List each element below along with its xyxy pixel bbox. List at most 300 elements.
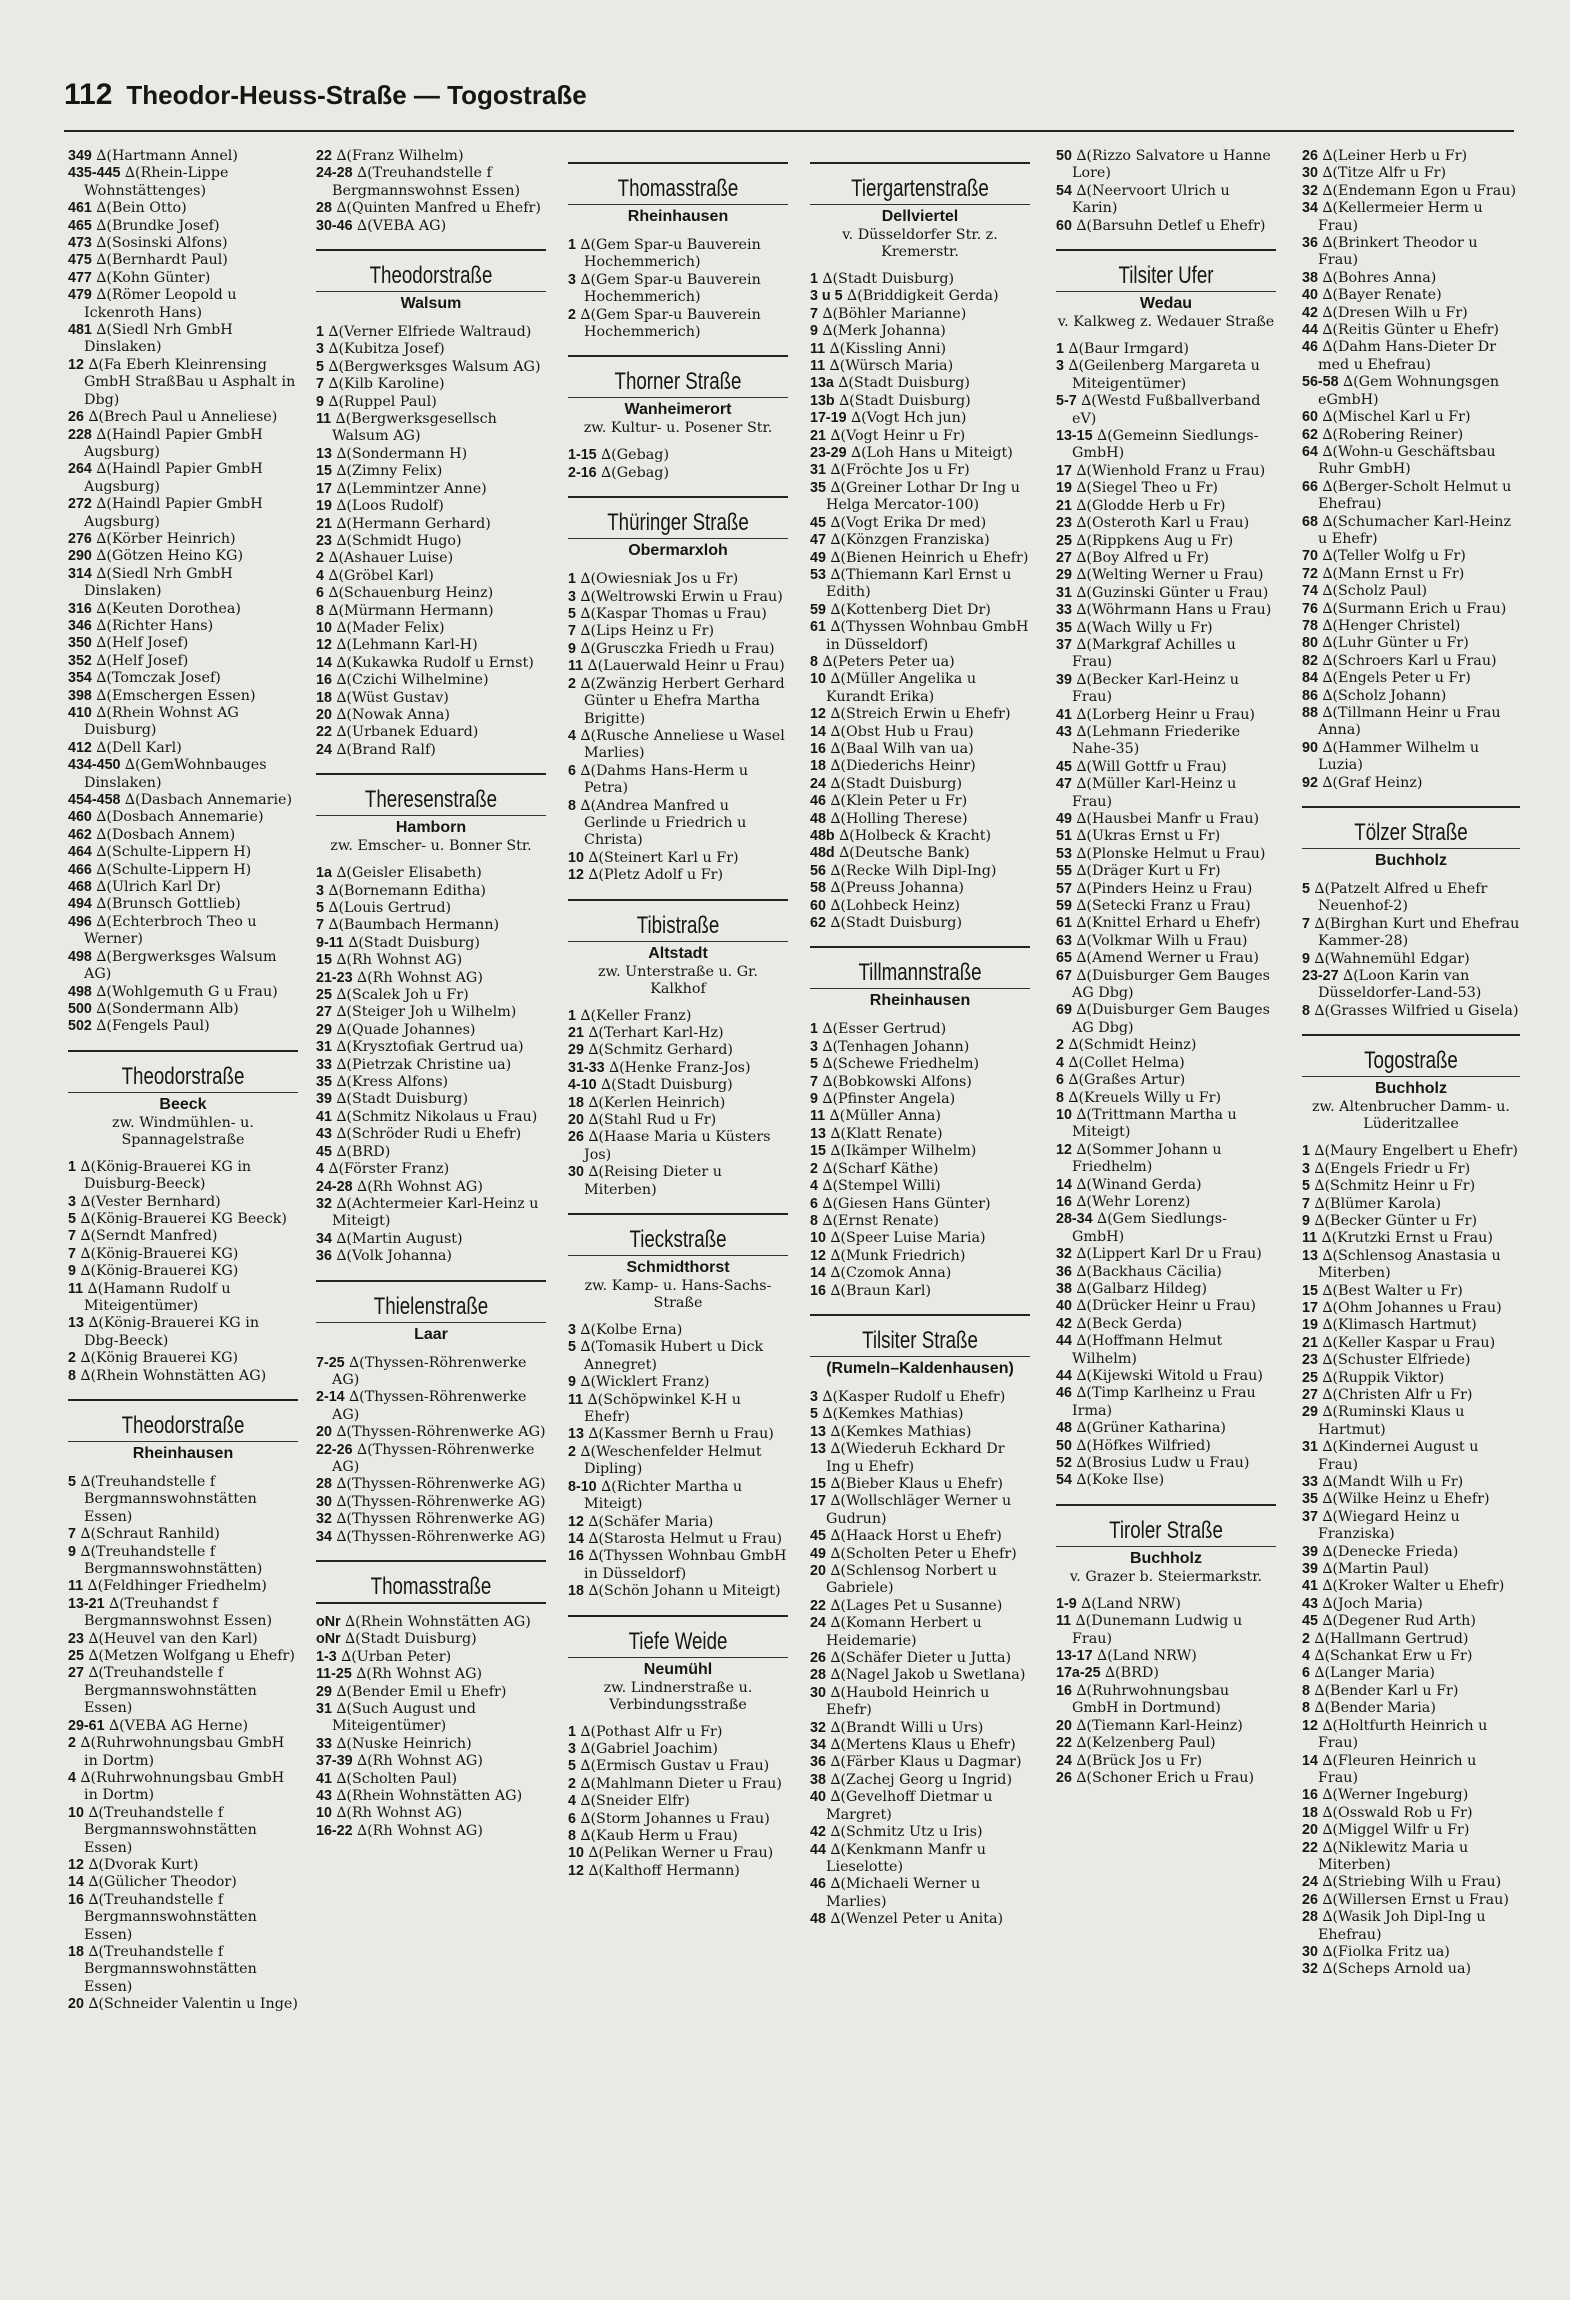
owner-text: ∆(Baumbach Hermann): [328, 917, 500, 934]
house-number: 1-3: [316, 1648, 337, 1665]
house-number: 11: [1302, 1230, 1318, 1247]
house-number: 46: [1056, 1385, 1072, 1402]
owner-text: ∆(Brosius Ludw u Frau): [1076, 1455, 1250, 1472]
directory-entry: [810, 445, 1030, 462]
owner-text: ∆(Rh Wohnst AG): [357, 1822, 483, 1839]
house-number: 10: [568, 849, 584, 866]
owner-text: ∆(Owiesniak Jos u Fr): [580, 571, 739, 588]
owner-text: ∆(Lorberg Heinr u Frau): [1076, 706, 1255, 723]
directory-entry: [1056, 515, 1276, 532]
house-number: 31: [316, 1039, 332, 1056]
owner-text: ∆(Thyssen-Röhrenwerke AG): [332, 1389, 527, 1423]
directory-entry: [68, 1526, 298, 1543]
street-title: Tillmannstraße: [858, 959, 982, 987]
district-name: Walsum: [316, 291, 546, 314]
house-number: 31: [810, 462, 826, 479]
owner-text: ∆(Koke Ilse): [1076, 1472, 1165, 1489]
section-divider: [568, 899, 788, 901]
house-number: 8: [810, 653, 818, 670]
house-number: 70: [1302, 548, 1318, 565]
owner-text: ∆(Endemann Egon u Frau): [1322, 182, 1517, 199]
directory-entry: [1302, 305, 1520, 322]
directory-entry: [68, 809, 298, 826]
house-number: 62: [810, 915, 826, 932]
house-number: 6: [568, 762, 576, 779]
owner-text: ∆(Neervoort Ulrich u Karin): [1072, 182, 1230, 217]
owner-text: ∆(Gülicher Theodor): [88, 1874, 237, 1891]
owner-text: ∆(Färber Klaus u Dagmar): [830, 1754, 1022, 1771]
directory-entry: [1302, 374, 1520, 409]
owner-text: ∆(Krysztofiak Gertrud ua): [336, 1039, 524, 1056]
owner-text: ∆(Wiegard Heinz u Franziska): [1318, 1508, 1460, 1543]
owner-text: ∆(Rhein Wohnstätten AG): [336, 1788, 523, 1805]
house-number: 34: [810, 1737, 826, 1754]
directory-entry: [316, 1494, 546, 1511]
owner-text: ∆(Kenkmann Manfr u Lieselotte): [826, 1841, 986, 1875]
directory-entry: [1302, 1961, 1520, 1978]
directory-entry: [316, 533, 546, 550]
directory-entry: [810, 898, 1030, 915]
owner-text: ∆(Stadt Duisburg): [830, 915, 963, 932]
directory-entry: [316, 1389, 546, 1424]
directory-entry: [68, 1665, 298, 1717]
owner-text: ∆(Kijewski Witold u Frau): [1076, 1368, 1263, 1384]
directory-entry: [316, 1091, 546, 1108]
house-number: 7: [68, 1228, 76, 1245]
house-number: 27: [316, 1004, 332, 1021]
owner-text: ∆(Andrea Manfred u Gerlinde u Friedrich u Christa): [580, 797, 747, 849]
directory-entry: [68, 635, 298, 652]
owner-text: ∆(Wüst Gustav): [336, 689, 449, 706]
house-number: 42: [1056, 1315, 1072, 1332]
directory-entry: [68, 914, 298, 949]
house-number: 1: [568, 1723, 576, 1740]
directory-entry: [316, 1823, 546, 1840]
owner-text: ∆(Thyssen-Röhrenwerke AG): [332, 1354, 527, 1388]
directory-entry: [316, 1736, 546, 1753]
house-number: 7: [1302, 1195, 1310, 1212]
directory-entry: [316, 1004, 546, 1021]
owner-text: ∆(Thyssen-Röhrenwerke AG): [336, 1424, 546, 1441]
directory-entry: [568, 1392, 788, 1427]
owner-text: ∆(Körber Heinrich): [96, 530, 236, 547]
street-range-note: zw. Altenbrucher Damm- u. Lüderitzallee: [1312, 1099, 1510, 1133]
owner-text: ∆(Galbarz Hildeg): [1076, 1280, 1208, 1297]
owner-text: ∆(Miggel Wilfr u Fr): [1322, 1822, 1470, 1839]
directory-entry: [810, 1546, 1030, 1563]
owner-text: ∆(Berger-Scholt Helmut u Ehefrau): [1318, 478, 1512, 513]
house-number: 16: [1056, 1193, 1072, 1210]
house-number: 8: [1302, 1700, 1310, 1717]
owner-text: ∆(Nagel Jakob u Swetlana): [830, 1667, 1026, 1684]
directory-entry: [568, 1129, 788, 1164]
owner-text: ∆(Schroers Karl u Frau): [1322, 652, 1497, 669]
house-number: 11: [316, 411, 332, 428]
owner-text: ∆(Gem Wohnungsgen eGmbH): [1318, 374, 1500, 408]
house-number: 22: [810, 1597, 826, 1614]
house-number: 462: [68, 826, 92, 843]
house-number: 475: [68, 252, 92, 269]
owner-text: ∆(Amend Werner u Frau): [1076, 950, 1259, 967]
directory-entry: [316, 987, 546, 1004]
owner-text: ∆(Dunemann Ludwig u Frau): [1072, 1613, 1243, 1647]
owner-text: ∆(Bienen Heinrich u Ehefr): [830, 549, 1029, 566]
house-number: 88: [1302, 705, 1318, 721]
house-number: 9: [316, 393, 324, 410]
street-heading: [810, 1314, 1030, 1379]
owner-text: ∆(Schulte-Lippern H): [96, 844, 252, 861]
owner-text: ∆(Scalek Joh u Fr): [336, 987, 469, 1004]
owner-text: ∆(Bergwerksges Walsum AG): [328, 358, 541, 375]
directory-entry: [68, 252, 298, 269]
owner-text: ∆(Feldhinger Friedhelm): [87, 1578, 267, 1595]
house-number: 23-29: [810, 445, 847, 462]
owner-text: ∆(Gebag): [601, 447, 670, 464]
directory-entry: [1056, 1455, 1276, 1472]
owner-text: ∆(Schäfer Dieter u Jutta): [830, 1650, 1012, 1667]
directory-entry: [810, 1213, 1030, 1230]
house-number: 59: [810, 601, 826, 618]
house-number: 12: [568, 867, 584, 884]
house-number: 500: [68, 1000, 92, 1017]
owner-text: ∆(Schlensog Norbert u Gabriele): [826, 1563, 997, 1597]
owner-text: ∆(Brinkert Theodor u Frau): [1318, 235, 1478, 269]
directory-entry: [1056, 620, 1276, 637]
directory-entry: [810, 1598, 1030, 1615]
directory-entry: [316, 463, 546, 480]
house-number: 41: [316, 1108, 332, 1125]
section-divider: [316, 1280, 546, 1282]
owner-text: ∆(Treuhandstelle f Bergmannswohnst Essen): [332, 165, 521, 199]
owner-text: ∆(Grusczka Friedh u Frau): [580, 640, 775, 657]
owner-text: ∆(Treuhandstelle f Bergmannswohnstätten): [80, 1543, 263, 1578]
owner-text: ∆(Römer Leopold u Ickenroth Hans): [84, 287, 237, 321]
owner-text: ∆(Rippkens Aug u Fr): [1076, 532, 1234, 549]
directory-entry: [568, 1531, 788, 1548]
directory-entry: [1056, 1385, 1276, 1420]
owner-text: ∆(Treuhandstelle f Bergmannswohnstätten Essen): [84, 1891, 257, 1943]
owner-text: ∆(Dahm Hans-Dieter Dr med u Ehefrau): [1318, 339, 1497, 373]
owner-text: ∆(Keller Franz): [580, 1007, 692, 1024]
house-number: 72: [1302, 565, 1318, 582]
house-number: 59: [1056, 898, 1072, 915]
house-number: 5: [1302, 881, 1310, 898]
street-title: Thomasstraße: [617, 175, 739, 202]
owner-text: ∆(Timp Karlheinz u Frau Irma): [1072, 1385, 1256, 1419]
district-name: Hamborn: [316, 815, 546, 838]
house-number: 7: [810, 1073, 818, 1090]
owner-text: ∆(Trittmann Martha u Miteigt): [1072, 1106, 1237, 1141]
directory-entry: [1056, 358, 1276, 393]
directory-entry: [316, 655, 546, 672]
house-number: 50: [1056, 148, 1072, 164]
directory-entry: [568, 1112, 788, 1129]
directory-entry: [568, 1077, 788, 1094]
house-number: 32: [316, 1511, 332, 1528]
owner-text: ∆(Stadt Duisburg): [348, 934, 480, 951]
owner-text: ∆(Helf Josef): [96, 635, 189, 652]
directory-entry: [1056, 1472, 1276, 1489]
owner-text: ∆(Joch Maria): [1322, 1595, 1423, 1612]
owner-text: ∆(Serndt Manfred): [80, 1228, 218, 1245]
directory-entry: [316, 970, 546, 987]
owner-text: ∆(Kukawka Rudolf u Ernst): [336, 654, 534, 671]
owner-text: ∆(Rhein-Lippe Wohnstättenges): [84, 165, 229, 199]
owner-text: ∆(Lippert Karl Dr u Frau): [1076, 1246, 1262, 1263]
column-2: [316, 148, 546, 1840]
directory-entry: [316, 1684, 546, 1701]
owner-text: ∆(Munk Friedrich): [830, 1247, 966, 1264]
house-number: 18: [1302, 1804, 1318, 1821]
directory-entry: [810, 1161, 1030, 1178]
owner-text: ∆(Greiner Lothar Dr Ing u Helga Mercator-100): [826, 479, 1020, 514]
directory-entry: [1056, 776, 1276, 811]
house-number: 410: [68, 705, 92, 721]
directory-entry: [316, 200, 546, 217]
house-number: 22: [1056, 1735, 1072, 1752]
house-number: 5: [568, 606, 576, 623]
owner-text: ∆(Rhein Wohnstätten AG): [345, 1614, 531, 1630]
house-number: 8: [1056, 1089, 1064, 1106]
directory-entry: [68, 235, 298, 252]
owner-text: ∆(Knittel Erhard u Ehefr): [1076, 915, 1261, 932]
directory-entry: [68, 984, 298, 1001]
owner-text: ∆(Gevelhoff Dietmar u Margret): [826, 1789, 993, 1823]
directory-entry: [316, 935, 546, 952]
owner-text: ∆(Könzgen Franziska): [830, 532, 990, 549]
directory-entry: [810, 1039, 1030, 1056]
directory-entry: [810, 1563, 1030, 1598]
owner-text: ∆(Rh Wohnst AG): [357, 1178, 483, 1195]
house-number: 39: [316, 1091, 332, 1108]
house-number: 29: [1302, 1404, 1318, 1421]
house-number: 14: [1302, 1752, 1318, 1769]
house-number: 49: [810, 549, 826, 566]
owner-text: ∆(Werner Ingeburg): [1322, 1787, 1469, 1804]
owner-text: ∆(Stadt Duisburg): [838, 375, 970, 392]
house-number: 60: [810, 897, 826, 914]
street-title: Tilsiter Ufer: [1118, 262, 1214, 290]
house-number: 5: [316, 358, 324, 375]
street-title: Tiergartenstraße: [851, 175, 989, 202]
owner-text: ∆(Pfinster Angela): [822, 1091, 956, 1108]
street-title: Tilsiter Straße: [862, 1326, 978, 1354]
house-number: 9: [1302, 1212, 1310, 1229]
house-number: 32: [1302, 182, 1318, 199]
owner-text: ∆(Pothast Alfr u Fr): [580, 1723, 723, 1740]
directory-entry: [1056, 828, 1276, 845]
owner-text: ∆(Haubold Heinrich u Ehefr): [826, 1684, 990, 1719]
directory-entry: [68, 827, 298, 844]
directory-entry: [316, 672, 546, 689]
directory-entry: [68, 1544, 298, 1579]
owner-text: ∆(Recke Wilh Dipl-Ing): [830, 862, 997, 879]
owner-text: ∆(Brandt Willi u Urs): [830, 1719, 984, 1736]
house-number: 7: [810, 305, 818, 322]
directory-entry: [1302, 916, 1520, 951]
house-number: 8: [568, 797, 576, 814]
directory-entry: [568, 798, 788, 850]
house-number: 21: [1056, 497, 1072, 514]
house-number: 35: [1302, 1491, 1318, 1508]
owner-text: ∆(Förster Franz): [328, 1161, 450, 1178]
district-name: Altstadt: [568, 941, 788, 964]
house-number: 16: [810, 740, 826, 757]
directory-entry: [316, 550, 546, 567]
directory-entry: [810, 393, 1030, 410]
directory-entry: [568, 1776, 788, 1793]
directory-entry: [316, 1022, 546, 1039]
owner-text: ∆(Kress Alfons): [336, 1074, 449, 1091]
owner-text: ∆(Tillmann Heinr u Frau Anna): [1318, 705, 1501, 739]
house-number: 22: [1302, 1839, 1318, 1856]
directory-entry: [1302, 1387, 1520, 1404]
owner-text: ∆(VEBA AG Herne): [109, 1717, 249, 1734]
house-number: 15: [810, 1475, 826, 1492]
directory-entry: [568, 1060, 788, 1077]
house-number: 23: [1056, 515, 1072, 532]
directory-entry: [568, 623, 788, 640]
owner-text: ∆(Steiger Joh u Wilhelm): [336, 1004, 517, 1021]
directory-entry: [1056, 1002, 1276, 1037]
directory-entry: [1056, 1735, 1276, 1752]
owner-text: ∆(Wohn-u Geschäftsbau Ruhr GmbH): [1318, 443, 1496, 478]
owner-text: ∆(Lauerwald Heinr u Frau): [587, 658, 785, 675]
owner-text: ∆(Bergwerksges Walsum AG): [84, 948, 277, 983]
owner-text: ∆(Fengels Paul): [96, 1018, 210, 1035]
owner-text: ∆(Stahl Rud u Fr): [588, 1112, 717, 1128]
owner-text: ∆(Urbanek Eduard): [336, 724, 479, 741]
house-number: 12: [316, 637, 332, 654]
owner-text: ∆(Müller Angelika u Kurandt Erika): [826, 671, 977, 705]
directory-entry: [810, 1876, 1030, 1911]
owner-text: ∆(Henke Franz-Jos): [609, 1059, 751, 1076]
house-number: 20: [1056, 1717, 1072, 1734]
house-number: 35: [810, 479, 826, 496]
owner-text: ∆(Klein Peter u Fr): [830, 793, 968, 810]
house-number: 60: [1302, 409, 1318, 426]
house-number: 25: [68, 1648, 84, 1665]
owner-text: ∆(Osteroth Karl u Frau): [1076, 515, 1250, 532]
owner-text: ∆(Langer Maria): [1314, 1665, 1435, 1682]
house-number: 44: [1056, 1333, 1072, 1350]
directory-entry: [316, 1424, 546, 1441]
house-number: 350: [68, 635, 92, 652]
house-number: 38: [810, 1771, 826, 1788]
directory-entry: [568, 307, 788, 342]
directory-entry: [810, 567, 1030, 602]
house-number: 30: [810, 1684, 826, 1701]
directory-entry: [1056, 567, 1276, 584]
house-number: 68: [1302, 513, 1318, 530]
owner-text: ∆(VEBA AG): [357, 217, 447, 234]
directory-entry: [316, 568, 546, 585]
owner-text: ∆(Brundke Josef): [96, 217, 220, 234]
directory-entry: [1056, 1090, 1276, 1107]
owner-text: ∆(Schmitz Nikolaus u Frau): [336, 1108, 538, 1125]
owner-text: ∆(Grasses Wilfried u Gisela): [1314, 1002, 1519, 1019]
page-header: [64, 78, 1514, 132]
street-heading: [316, 249, 546, 314]
owner-text: ∆(Komann Herbert u Heidemarie): [826, 1615, 982, 1649]
owner-text: ∆(Scharf Käthe): [822, 1160, 939, 1177]
directory-entry: [1056, 1596, 1276, 1613]
directory-entry: [810, 758, 1030, 775]
owner-text: ∆(Gabriel Joachim): [580, 1740, 718, 1757]
directory-entry: [810, 428, 1030, 445]
owner-text: ∆(Scholz Paul): [1322, 583, 1428, 600]
directory-entry: [68, 165, 298, 200]
owner-text: ∆(Scholten Peter u Ehefr): [830, 1545, 1017, 1562]
owner-text: ∆(Ermisch Gustav u Frau): [580, 1758, 770, 1775]
owner-text: ∆(Teller Wolfg u Fr): [1322, 548, 1466, 565]
house-number: 21: [1302, 1334, 1318, 1351]
house-number: 82: [1302, 652, 1318, 669]
owner-text: ∆(Sondermann Alb): [96, 1000, 239, 1017]
owner-text: ∆(Treuhandstelle f Bergmannswohnstätten Essen): [84, 1804, 257, 1856]
house-number: 11: [68, 1578, 84, 1595]
street-heading: [568, 899, 788, 998]
directory-entry: [1302, 775, 1520, 792]
street-range-note: v. Grazer b. Steiermarkstr.: [1069, 1568, 1263, 1585]
directory-entry: [68, 1474, 298, 1526]
directory-entry: [68, 1596, 298, 1631]
directory-entry: [1302, 1248, 1520, 1283]
house-number: 17: [1302, 1299, 1318, 1316]
directory-entry: [810, 1441, 1030, 1476]
section-divider: [568, 355, 788, 357]
house-number: 21: [568, 1024, 584, 1041]
section-divider: [1056, 1504, 1276, 1506]
house-number: 15: [1302, 1282, 1318, 1299]
owner-text: ∆(Schankat Erw u Fr): [1314, 1648, 1473, 1665]
directory-entry: [568, 1758, 788, 1775]
owner-text: ∆(Ulrich Karl Dr): [96, 879, 221, 896]
house-number: 473: [68, 235, 92, 252]
owner-text: ∆(Loh Hans u Miteigt): [851, 445, 1013, 462]
street-title: Tibistraße: [636, 911, 720, 939]
house-number: 45: [810, 1528, 826, 1545]
district-name: Buchholz: [1302, 848, 1520, 871]
owner-text: ∆(Achtermeier Karl-Heinz u Miteigt): [332, 1195, 539, 1230]
owner-text: ∆(Degener Rud Arth): [1322, 1613, 1476, 1630]
owner-text: ∆(Rh Wohnst AG): [356, 1666, 483, 1683]
owner-text: ∆(Blümer Karola): [1314, 1195, 1442, 1212]
directory-entry: [810, 1283, 1030, 1300]
house-number: 33: [1302, 1474, 1318, 1490]
house-number: 9: [68, 1263, 76, 1280]
owner-text: ∆(Schulte-Lippern H): [96, 861, 252, 878]
house-number: 57: [1056, 880, 1072, 897]
house-number: 2: [316, 550, 324, 567]
house-number: 12: [68, 356, 84, 373]
house-number: 92: [1302, 774, 1318, 791]
owner-text: ∆(Sneider Elfr): [580, 1793, 690, 1810]
house-number: 10: [68, 1804, 84, 1821]
directory-entry: [316, 1666, 546, 1683]
owner-text: ∆(Pietrzak Christine ua): [336, 1056, 512, 1073]
directory-entry: [810, 1196, 1030, 1213]
directory-entry: [316, 165, 546, 200]
owner-text: ∆(Ukras Ernst u Fr): [1076, 828, 1221, 845]
directory-entry: [1056, 881, 1276, 898]
owner-text: ∆(Dell Karl): [96, 739, 182, 756]
house-number: 66: [1302, 478, 1318, 495]
directory-entry: [568, 447, 788, 464]
owner-text: ∆(Boy Alfred u Fr): [1076, 549, 1210, 566]
directory-entry: [316, 742, 546, 759]
house-number: 3: [810, 1038, 818, 1055]
